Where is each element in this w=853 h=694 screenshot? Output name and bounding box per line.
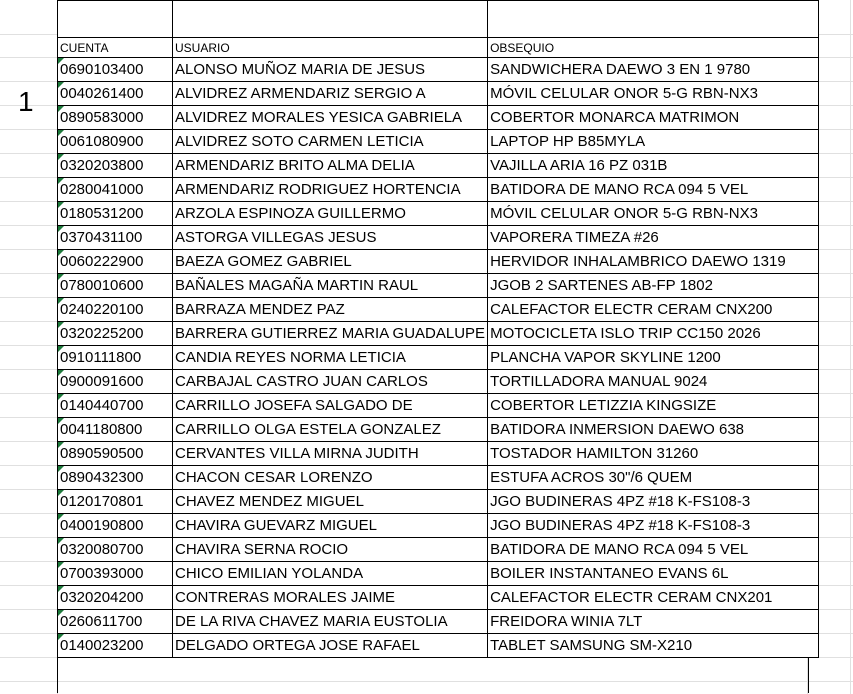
cell-cuenta[interactable]: 0040261400: [58, 82, 173, 106]
cell-usuario[interactable]: CHACON CESAR LORENZO: [173, 466, 488, 490]
text-number-flag-icon: [58, 442, 64, 448]
cell-cuenta[interactable]: 0140440700: [58, 394, 173, 418]
table-row: [58, 130, 819, 154]
text-number-flag-icon: [58, 418, 64, 424]
blank-cell[interactable]: [488, 1, 819, 38]
cell-obsequio[interactable]: LAPTOP HP B85MYLA: [488, 130, 819, 154]
text-number-flag-icon: [58, 586, 64, 592]
text-number-flag-icon: [58, 610, 64, 616]
cell-obsequio[interactable]: JGO BUDINERAS 4PZ #18 K-FS108-3: [488, 490, 819, 514]
cell-cuenta[interactable]: 0260611700: [58, 610, 173, 634]
cell-obsequio[interactable]: VAPORERA TIMEZA #26: [488, 226, 819, 250]
table-row: [58, 226, 819, 250]
table-row: [58, 106, 819, 130]
cell-obsequio[interactable]: BOILER INSTANTANEO EVANS 6L: [488, 562, 819, 586]
cell-obsequio[interactable]: TOSTADOR HAMILTON 31260: [488, 442, 819, 466]
cell-obsequio[interactable]: TORTILLADORA MANUAL 9024: [488, 370, 819, 394]
text-number-flag-icon: [58, 322, 64, 328]
cell-cuenta[interactable]: 0060222900: [58, 250, 173, 274]
cell-cuenta[interactable]: 0140023200: [58, 634, 173, 658]
gift-list-table: [57, 0, 819, 658]
cell-usuario[interactable]: CONTRERAS MORALES JAIME: [173, 586, 488, 610]
cell-usuario[interactable]: CHAVEZ MENDEZ MIGUEL: [173, 490, 488, 514]
table-row: [58, 562, 819, 586]
cell-usuario[interactable]: ALVIDREZ ARMENDARIZ SERGIO A: [173, 82, 488, 106]
cell-usuario[interactable]: ALONSO MUÑOZ MARIA DE JESUS: [173, 58, 488, 82]
cell-obsequio[interactable]: FREIDORA WINIA 7LT: [488, 610, 819, 634]
text-number-flag-icon: [58, 538, 64, 544]
cell-usuario[interactable]: ALVIDREZ MORALES YESICA GABRIELA: [173, 106, 488, 130]
cell-usuario[interactable]: CANDIA REYES NORMA LETICIA: [173, 346, 488, 370]
cell-obsequio[interactable]: COBERTOR LETIZZIA KINGSIZE: [488, 394, 819, 418]
cell-usuario[interactable]: BARRAZA MENDEZ PAZ: [173, 298, 488, 322]
table-row: [58, 322, 819, 346]
cell-obsequio[interactable]: JGOB 2 SARTENES AB-FP 1802: [488, 274, 819, 298]
cell-obsequio[interactable]: BATIDORA DE MANO RCA 094 5 VEL: [488, 538, 819, 562]
table-row: [58, 82, 819, 106]
cell-cuenta[interactable]: 0120170801: [58, 490, 173, 514]
cell-obsequio[interactable]: BATIDORA INMERSION DAEWO 638: [488, 418, 819, 442]
table-row: [58, 154, 819, 178]
cell-cuenta[interactable]: 0061080900: [58, 130, 173, 154]
cell-cuenta[interactable]: 0240220100: [58, 298, 173, 322]
header-cuenta[interactable]: CUENTA: [58, 38, 173, 58]
cell-usuario[interactable]: CHAVIRA SERNA ROCIO: [173, 538, 488, 562]
cell-obsequio[interactable]: JGO BUDINERAS 4PZ #18 K-FS108-3: [488, 514, 819, 538]
cell-obsequio[interactable]: TABLET SAMSUNG SM-X210: [488, 634, 819, 658]
text-number-flag-icon: [58, 274, 64, 280]
table-row: [58, 346, 819, 370]
table-row: [58, 370, 819, 394]
cell-usuario[interactable]: DELGADO ORTEGA JOSE RAFAEL: [173, 634, 488, 658]
cell-cuenta[interactable]: 0320204200: [58, 586, 173, 610]
text-number-flag-icon: [58, 154, 64, 160]
table-row: [58, 634, 819, 658]
cell-usuario[interactable]: CARBAJAL CASTRO JUAN CARLOS: [173, 370, 488, 394]
text-number-flag-icon: [58, 298, 64, 304]
cell-cuenta[interactable]: 0890590500: [58, 442, 173, 466]
cell-cuenta[interactable]: 0320225200: [58, 322, 173, 346]
table-row: [58, 394, 819, 418]
table-row: [58, 202, 819, 226]
cell-usuario[interactable]: ARMENDARIZ RODRIGUEZ HORTENCIA: [173, 178, 488, 202]
cell-obsequio[interactable]: MÓVIL CELULAR ONOR 5-G RBN-NX3: [488, 202, 819, 226]
cell-usuario[interactable]: CHICO EMILIAN YOLANDA: [173, 562, 488, 586]
cell-cuenta[interactable]: 0180531200: [58, 202, 173, 226]
cell-usuario[interactable]: DE LA RIVA CHAVEZ MARIA EUSTOLIA: [173, 610, 488, 634]
cell-obsequio[interactable]: CALEFACTOR ELECTR CERAM CNX200: [488, 298, 819, 322]
cell-obsequio[interactable]: VAJILLA ARIA 16 PZ 031B: [488, 154, 819, 178]
blank-cell[interactable]: [173, 1, 488, 38]
cell-usuario[interactable]: ARZOLA ESPINOZA GUILLERMO: [173, 202, 488, 226]
text-number-flag-icon: [58, 202, 64, 208]
table-row: [58, 538, 819, 562]
table-row: [58, 250, 819, 274]
text-number-flag-icon: [58, 178, 64, 184]
cell-cuenta[interactable]: 0700393000: [58, 562, 173, 586]
text-number-flag-icon: [58, 106, 64, 112]
header-obsequio[interactable]: OBSEQUIO: [488, 38, 819, 58]
cell-cuenta[interactable]: 0370431100: [58, 226, 173, 250]
table-row: [58, 178, 819, 202]
cell-usuario[interactable]: ARMENDARIZ BRITO ALMA DELIA: [173, 154, 488, 178]
cell-cuenta[interactable]: 0320203800: [58, 154, 173, 178]
text-number-flag-icon: [58, 130, 64, 136]
text-number-flag-icon: [58, 514, 64, 520]
cell-cuenta[interactable]: 0890583000: [58, 106, 173, 130]
cell-cuenta[interactable]: 0320080700: [58, 538, 173, 562]
cell-usuario[interactable]: CHAVIRA GUEVARZ MIGUEL: [173, 514, 488, 538]
cell-usuario[interactable]: BAEZA GOMEZ GABRIEL: [173, 250, 488, 274]
page-number: 1: [18, 86, 34, 117]
table-row: [58, 490, 819, 514]
table-row: [58, 418, 819, 442]
text-number-flag-icon: [58, 250, 64, 256]
cell-usuario[interactable]: ASTORGA VILLEGAS JESUS: [173, 226, 488, 250]
table-row: [58, 586, 819, 610]
cell-cuenta[interactable]: 0780010600: [58, 274, 173, 298]
blank-cell[interactable]: [58, 1, 173, 38]
cell-usuario[interactable]: BAÑALES MAGAÑA MARTIN RAUL: [173, 274, 488, 298]
table-row: [58, 274, 819, 298]
cell-obsequio[interactable]: CALEFACTOR ELECTR CERAM CNX201: [488, 586, 819, 610]
cell-obsequio[interactable]: BATIDORA DE MANO RCA 094 5 VEL: [488, 178, 819, 202]
table-row: [58, 58, 819, 82]
cell-usuario[interactable]: CARRILLO OLGA ESTELA GONZALEZ: [173, 418, 488, 442]
cell-usuario[interactable]: CARRILLO JOSEFA SALGADO DE: [173, 394, 488, 418]
cell-obsequio[interactable]: SANDWICHERA DAEWO 3 EN 1 9780: [488, 58, 819, 82]
cell-obsequio[interactable]: ESTUFA ACROS 30"/6 QUEM: [488, 466, 819, 490]
table-row: [58, 610, 819, 634]
cell-cuenta[interactable]: 0910111800: [58, 346, 173, 370]
cell-cuenta[interactable]: 0280041000: [58, 178, 173, 202]
text-number-flag-icon: [58, 82, 64, 88]
cell-obsequio[interactable]: PLANCHA VAPOR SKYLINE 1200: [488, 346, 819, 370]
cell-cuenta[interactable]: 0690103400: [58, 58, 173, 82]
cell-obsequio[interactable]: HERVIDOR INHALAMBRICO DAEWO 1319: [488, 250, 819, 274]
table-row: [58, 442, 819, 466]
cell-cuenta[interactable]: 0890432300: [58, 466, 173, 490]
empty-area-below-table: [57, 657, 809, 693]
text-number-flag-icon: [58, 490, 64, 496]
text-number-flag-icon: [58, 346, 64, 352]
cell-cuenta[interactable]: 0400190800: [58, 514, 173, 538]
header-row: [58, 38, 819, 58]
text-number-flag-icon: [58, 58, 64, 64]
cell-obsequio[interactable]: COBERTOR MONARCA MATRIMON: [488, 106, 819, 130]
table-row: [58, 298, 819, 322]
header-usuario[interactable]: USUARIO: [173, 38, 488, 58]
text-number-flag-icon: [58, 226, 64, 232]
text-number-flag-icon: [58, 370, 64, 376]
cell-cuenta[interactable]: 0041180800: [58, 418, 173, 442]
table-row: [58, 466, 819, 490]
cell-usuario[interactable]: ALVIDREZ SOTO CARMEN LETICIA: [173, 130, 488, 154]
text-number-flag-icon: [58, 634, 64, 640]
blank-row: [58, 1, 819, 38]
text-number-flag-icon: [58, 562, 64, 568]
text-number-flag-icon: [58, 394, 64, 400]
cell-obsequio[interactable]: MÓVIL CELULAR ONOR 5-G RBN-NX3: [488, 82, 819, 106]
table-row: [58, 514, 819, 538]
text-number-flag-icon: [58, 466, 64, 472]
cell-usuario[interactable]: CERVANTES VILLA MIRNA JUDITH: [173, 442, 488, 466]
cell-obsequio[interactable]: MOTOCICLETA ISLO TRIP CC150 2026: [488, 322, 819, 346]
cell-usuario[interactable]: BARRERA GUTIERREZ MARIA GUADALUPE: [173, 322, 488, 346]
cell-cuenta[interactable]: 0900091600: [58, 370, 173, 394]
